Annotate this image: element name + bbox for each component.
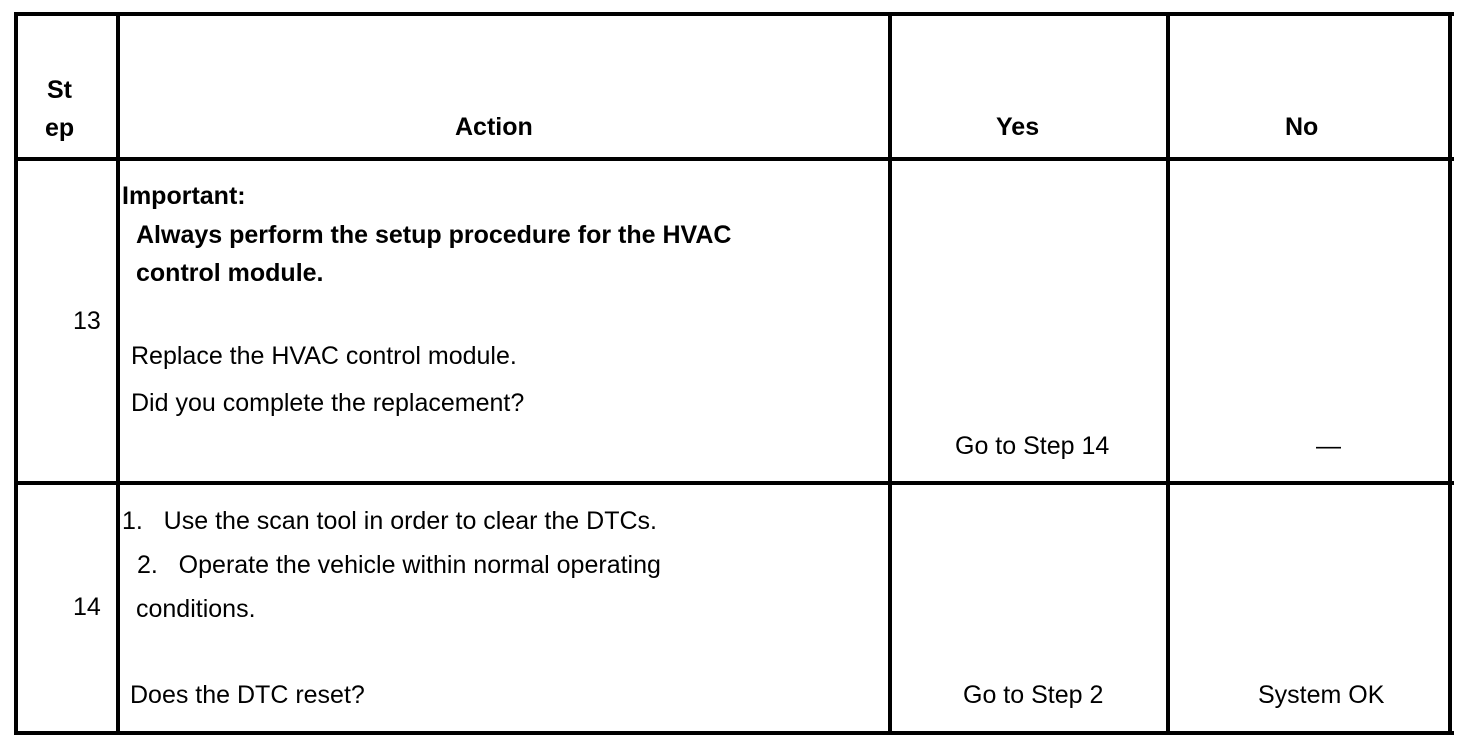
header-action: Action [455, 113, 533, 141]
action-column-divider [888, 12, 892, 735]
header-no: No [1285, 113, 1319, 141]
action-question: Did you complete the replacement? [131, 389, 525, 417]
action-instruction: Replace the HVAC control module. [131, 342, 517, 370]
step-column-divider [116, 12, 120, 735]
important-note-line2: control module. [136, 259, 324, 287]
important-note-line1: Always perform the setup procedure for the HVAC [136, 221, 732, 249]
table-top-border [14, 12, 1454, 16]
no-result: System OK [1258, 681, 1385, 709]
action-question: Does the DTC reset? [130, 681, 365, 709]
header-yes: Yes [996, 113, 1040, 141]
yes-result: Go to Step 2 [963, 681, 1104, 709]
yes-result: Go to Step 14 [955, 432, 1110, 460]
yes-column-divider [1166, 12, 1170, 735]
header-bottom-border [14, 157, 1454, 161]
action-item-2-line1: 2. Operate the vehicle within normal operating [137, 551, 661, 579]
step-number: 14 [73, 593, 101, 621]
step-number: 13 [73, 307, 101, 335]
table-right-border [1448, 12, 1452, 735]
important-label: Important: [122, 182, 246, 210]
header-step-line2: ep [45, 114, 75, 142]
table-left-border [14, 12, 18, 735]
row-13-bottom-border [14, 481, 1454, 485]
header-step-line1: St [47, 76, 72, 104]
no-result: — [1316, 432, 1341, 460]
action-item-2-line2: conditions. [136, 595, 256, 623]
action-item-1: 1. Use the scan tool in order to clear the DTCs. [122, 507, 657, 535]
table-bottom-border [14, 731, 1454, 735]
